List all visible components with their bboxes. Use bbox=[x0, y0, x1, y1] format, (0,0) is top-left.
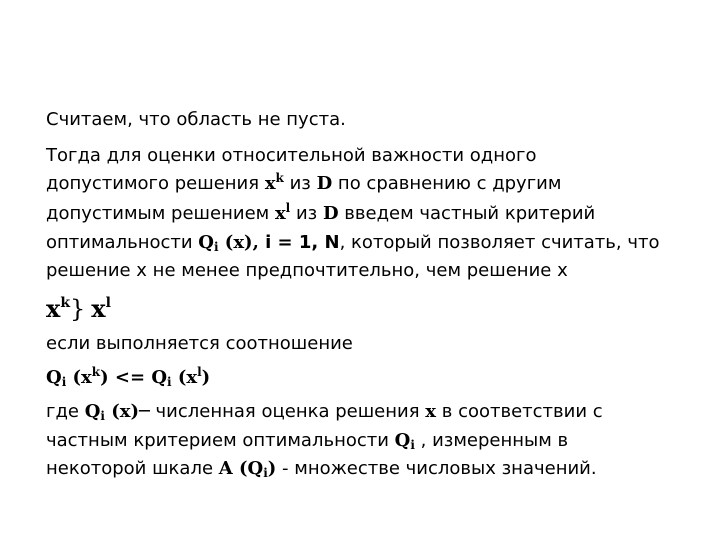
math-text: ) bbox=[201, 367, 211, 388]
superscript-l: l bbox=[285, 201, 291, 215]
math-q: Q bbox=[84, 401, 101, 422]
superscript-l: l bbox=[197, 365, 202, 379]
text-line-2 bbox=[46, 144, 536, 168]
math-text: ) bbox=[267, 458, 277, 479]
preference-relation-symbol: } bbox=[70, 295, 86, 323]
text-line-1 bbox=[46, 108, 346, 132]
text: из bbox=[290, 203, 323, 224]
math-x: x bbox=[46, 294, 61, 323]
subscript-i: i bbox=[167, 375, 172, 389]
math-x: x bbox=[274, 203, 286, 224]
text: где bbox=[46, 401, 85, 422]
text-line-11 bbox=[46, 429, 568, 453]
subscript-i: i bbox=[100, 409, 105, 423]
text: допустимого решения bbox=[46, 173, 265, 194]
text: Тогда для оценки относительной важности одного bbox=[46, 145, 537, 166]
text: оптимальности bbox=[46, 232, 199, 253]
subscript-i: i bbox=[213, 240, 219, 254]
math-d: D bbox=[322, 203, 339, 224]
math-x-arg: (x) bbox=[104, 401, 139, 422]
math-x: x bbox=[425, 401, 437, 422]
relation-line bbox=[46, 294, 111, 327]
text: в соответствии с bbox=[436, 401, 603, 422]
text: если выполняется соотношение bbox=[46, 333, 353, 354]
math-d: D bbox=[316, 173, 333, 194]
subscript-i: i bbox=[61, 375, 67, 389]
text: некоторой шкале bbox=[46, 458, 219, 479]
text: , который позволяет считать, что bbox=[339, 232, 660, 253]
text-line-10 bbox=[46, 400, 603, 424]
text-line-5 bbox=[46, 231, 659, 255]
math-q: Q bbox=[198, 232, 214, 253]
text: из bbox=[283, 173, 317, 194]
text: численная оценка решения bbox=[149, 401, 426, 422]
subscript-i: i bbox=[410, 438, 415, 452]
superscript-k: k bbox=[91, 365, 101, 379]
math-q: Q bbox=[46, 367, 62, 388]
math-q: Q bbox=[151, 367, 167, 388]
text: допустимым решением bbox=[46, 203, 275, 224]
text-line-6 bbox=[46, 259, 568, 283]
subscript-i: i bbox=[263, 466, 268, 480]
text-line-3 bbox=[46, 172, 561, 196]
text-line-12 bbox=[46, 457, 597, 481]
math-x: x bbox=[91, 294, 106, 323]
math-x: x bbox=[264, 173, 276, 194]
math-text: (x bbox=[66, 367, 92, 388]
math-text: (x bbox=[171, 367, 198, 388]
text: , измеренным в bbox=[414, 430, 569, 451]
text: - множестве числовых значений. bbox=[276, 458, 597, 479]
text-line-4 bbox=[46, 202, 595, 226]
math-text: ) <= bbox=[100, 367, 152, 388]
text: частным критерием оптимальности bbox=[46, 430, 395, 451]
superscript-k: k bbox=[275, 171, 284, 185]
text: введем частный критерий bbox=[338, 203, 596, 224]
math-a: A bbox=[218, 458, 233, 479]
superscript-l: l bbox=[105, 295, 111, 311]
formula-line bbox=[46, 366, 210, 390]
math-text: (Q bbox=[232, 458, 264, 479]
text: Считаем, что область не пуста. bbox=[46, 109, 346, 130]
index-range: i = 1, N bbox=[258, 232, 340, 253]
math-x-arg: (x), bbox=[218, 232, 259, 253]
math-q: Q bbox=[394, 430, 411, 451]
dash: ─ bbox=[138, 401, 150, 422]
text-line-8 bbox=[46, 332, 353, 356]
text: решение x не менее предпочтительно, чем решение x bbox=[46, 260, 568, 281]
superscript-k: k bbox=[60, 295, 71, 311]
text: по сравнению с другим bbox=[332, 173, 562, 194]
